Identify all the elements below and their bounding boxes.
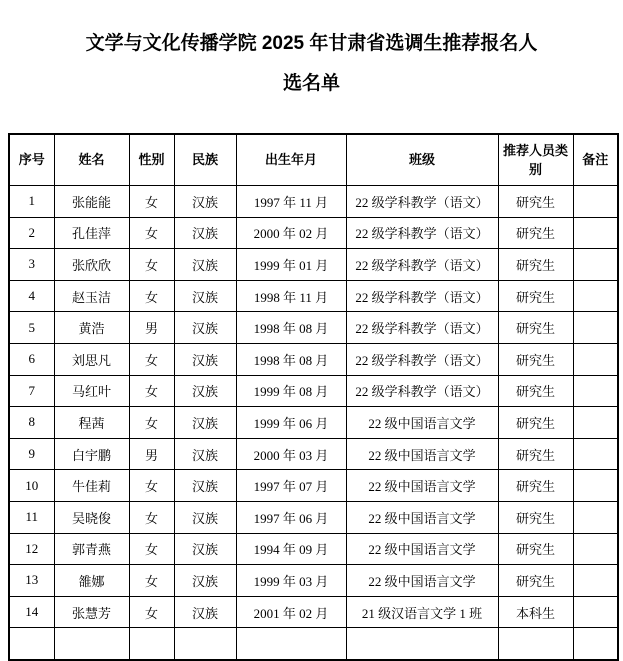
- cell-name: 张能能: [54, 186, 129, 218]
- cell-name: [54, 628, 129, 660]
- table-row: [9, 407, 618, 439]
- cell-birth: 1994 年 09 月: [236, 533, 346, 565]
- cell-no: 14: [9, 596, 54, 628]
- cell-birth: 1999 年 01 月: [236, 249, 346, 281]
- page-title: [0, 0, 623, 104]
- cell-name: 张欣欣: [54, 249, 129, 281]
- cell-ethnic: 汉族: [174, 312, 236, 344]
- cell-name: 张慧芳: [54, 596, 129, 628]
- cell-no: 13: [9, 565, 54, 597]
- cell-no: 11: [9, 501, 54, 533]
- cell-birth: 1997 年 06 月: [236, 501, 346, 533]
- column-header-ethnic: 民族: [174, 134, 236, 186]
- cell-class: 22 级学科教学（语文）: [346, 343, 498, 375]
- page-title-line1: 文学与文化传播学院 2025 年甘肃省选调生推荐报名人: [85, 33, 538, 54]
- cell-ethnic: 汉族: [174, 280, 236, 312]
- table-row: [9, 375, 618, 407]
- cell-type: [498, 628, 573, 660]
- cell-type: 研究生: [498, 343, 573, 375]
- cell-type: 研究生: [498, 186, 573, 218]
- cell-name: 刘思凡: [54, 343, 129, 375]
- cell-no: 4: [9, 280, 54, 312]
- cell-class: 22 级中国语言文学: [346, 438, 498, 470]
- table-row: [9, 533, 618, 565]
- page-title-line2: 选名单: [282, 73, 340, 94]
- cell-class: 22 级学科教学（语文）: [346, 217, 498, 249]
- cell-gender: 女: [129, 470, 174, 502]
- cell-ethnic: 汉族: [174, 470, 236, 502]
- table-row: [9, 565, 618, 597]
- cell-birth: 1997 年 07 月: [236, 470, 346, 502]
- column-header-no: 序号: [9, 134, 54, 186]
- cell-note: [573, 470, 618, 502]
- cell-class: 22 级学科教学（语文）: [346, 186, 498, 218]
- cell-class: [346, 628, 498, 660]
- cell-note: [573, 249, 618, 281]
- cell-type: 研究生: [498, 249, 573, 281]
- cell-birth: 1999 年 06 月: [236, 407, 346, 439]
- cell-name: 黄浩: [54, 312, 129, 344]
- cell-ethnic: 汉族: [174, 501, 236, 533]
- cell-birth: 1998 年 08 月: [236, 343, 346, 375]
- cell-name: 郭青燕: [54, 533, 129, 565]
- cell-birth: 2001 年 02 月: [236, 596, 346, 628]
- cell-name: 牛佳莉: [54, 470, 129, 502]
- cell-note: [573, 375, 618, 407]
- column-header-name: 姓名: [54, 134, 129, 186]
- cell-type: 研究生: [498, 501, 573, 533]
- column-header-note: 备注: [573, 134, 618, 186]
- cell-type: 研究生: [498, 217, 573, 249]
- table-row: [9, 343, 618, 375]
- cell-gender: 女: [129, 533, 174, 565]
- cell-no: 3: [9, 249, 54, 281]
- cell-type: 研究生: [498, 280, 573, 312]
- cell-ethnic: 汉族: [174, 565, 236, 597]
- cell-gender: 女: [129, 375, 174, 407]
- cell-gender: 女: [129, 501, 174, 533]
- cell-type: 本科生: [498, 596, 573, 628]
- table-row: [9, 249, 618, 281]
- cell-name: 马红叶: [54, 375, 129, 407]
- cell-birth: 2000 年 02 月: [236, 217, 346, 249]
- cell-type: 研究生: [498, 565, 573, 597]
- column-header-class: 班级: [346, 134, 498, 186]
- table-row: [9, 280, 618, 312]
- cell-class: 22 级中国语言文学: [346, 470, 498, 502]
- cell-no: 10: [9, 470, 54, 502]
- cell-birth: 2000 年 03 月: [236, 438, 346, 470]
- cell-ethnic: 汉族: [174, 186, 236, 218]
- cell-birth: 1999 年 03 月: [236, 565, 346, 597]
- cell-class: 22 级学科教学（语文）: [346, 280, 498, 312]
- cell-note: [573, 186, 618, 218]
- cell-ethnic: 汉族: [174, 343, 236, 375]
- cell-name: 白宇鹏: [54, 438, 129, 470]
- cell-no: 9: [9, 438, 54, 470]
- cell-gender: 女: [129, 280, 174, 312]
- cell-type: 研究生: [498, 407, 573, 439]
- cell-note: [573, 343, 618, 375]
- cell-gender: 女: [129, 186, 174, 218]
- cell-no: 2: [9, 217, 54, 249]
- cell-ethnic: 汉族: [174, 217, 236, 249]
- cell-class: 22 级学科教学（语文）: [346, 312, 498, 344]
- cell-birth: [236, 628, 346, 660]
- cell-gender: 男: [129, 438, 174, 470]
- cell-note: [573, 596, 618, 628]
- cell-gender: 女: [129, 217, 174, 249]
- cell-name: 赵玉洁: [54, 280, 129, 312]
- cell-class: 22 级中国语言文学: [346, 407, 498, 439]
- table-row: [9, 186, 618, 218]
- cell-no: [9, 628, 54, 660]
- cell-gender: [129, 628, 174, 660]
- cell-class: 22 级中国语言文学: [346, 565, 498, 597]
- cell-class: 22 级学科教学（语文）: [346, 375, 498, 407]
- cell-ethnic: 汉族: [174, 375, 236, 407]
- cell-name: 孔佳萍: [54, 217, 129, 249]
- cell-birth: 1997 年 11 月: [236, 186, 346, 218]
- table-row-partial: [9, 628, 618, 660]
- table-row: [9, 596, 618, 628]
- cell-note: [573, 501, 618, 533]
- table-header-row: [9, 134, 618, 186]
- cell-gender: 女: [129, 565, 174, 597]
- cell-ethnic: 汉族: [174, 438, 236, 470]
- cell-type: 研究生: [498, 375, 573, 407]
- cell-ethnic: 汉族: [174, 249, 236, 281]
- cell-name: 程茜: [54, 407, 129, 439]
- cell-ethnic: 汉族: [174, 533, 236, 565]
- column-header-birth: 出生年月: [236, 134, 346, 186]
- cell-name: 吴晓俊: [54, 501, 129, 533]
- column-header-type: 推荐人员类别: [498, 134, 573, 186]
- cell-no: 12: [9, 533, 54, 565]
- cell-birth: 1998 年 08 月: [236, 312, 346, 344]
- cell-type: 研究生: [498, 438, 573, 470]
- cell-note: [573, 407, 618, 439]
- table-row: [9, 470, 618, 502]
- cell-no: 7: [9, 375, 54, 407]
- cell-no: 5: [9, 312, 54, 344]
- roster-table: [8, 133, 619, 661]
- cell-type: 研究生: [498, 312, 573, 344]
- cell-type: 研究生: [498, 533, 573, 565]
- column-header-gender: 性别: [129, 134, 174, 186]
- cell-gender: 女: [129, 596, 174, 628]
- cell-gender: 女: [129, 343, 174, 375]
- table-row: [9, 501, 618, 533]
- cell-class: 22 级中国语言文学: [346, 533, 498, 565]
- cell-name: 雒娜: [54, 565, 129, 597]
- cell-no: 6: [9, 343, 54, 375]
- cell-ethnic: [174, 628, 236, 660]
- cell-note: [573, 280, 618, 312]
- cell-note: [573, 312, 618, 344]
- cell-class: 22 级学科教学（语文）: [346, 249, 498, 281]
- cell-note: [573, 628, 618, 660]
- cell-note: [573, 438, 618, 470]
- cell-class: 21 级汉语言文学 1 班: [346, 596, 498, 628]
- cell-note: [573, 565, 618, 597]
- cell-class: 22 级中国语言文学: [346, 501, 498, 533]
- table-row: [9, 217, 618, 249]
- cell-type: 研究生: [498, 470, 573, 502]
- cell-note: [573, 533, 618, 565]
- table-row: [9, 438, 618, 470]
- cell-birth: 1999 年 08 月: [236, 375, 346, 407]
- cell-gender: 男: [129, 312, 174, 344]
- cell-gender: 女: [129, 249, 174, 281]
- cell-no: 1: [9, 186, 54, 218]
- cell-no: 8: [9, 407, 54, 439]
- cell-ethnic: 汉族: [174, 596, 236, 628]
- cell-note: [573, 217, 618, 249]
- cell-gender: 女: [129, 407, 174, 439]
- table-row: [9, 312, 618, 344]
- cell-ethnic: 汉族: [174, 407, 236, 439]
- cell-birth: 1998 年 11 月: [236, 280, 346, 312]
